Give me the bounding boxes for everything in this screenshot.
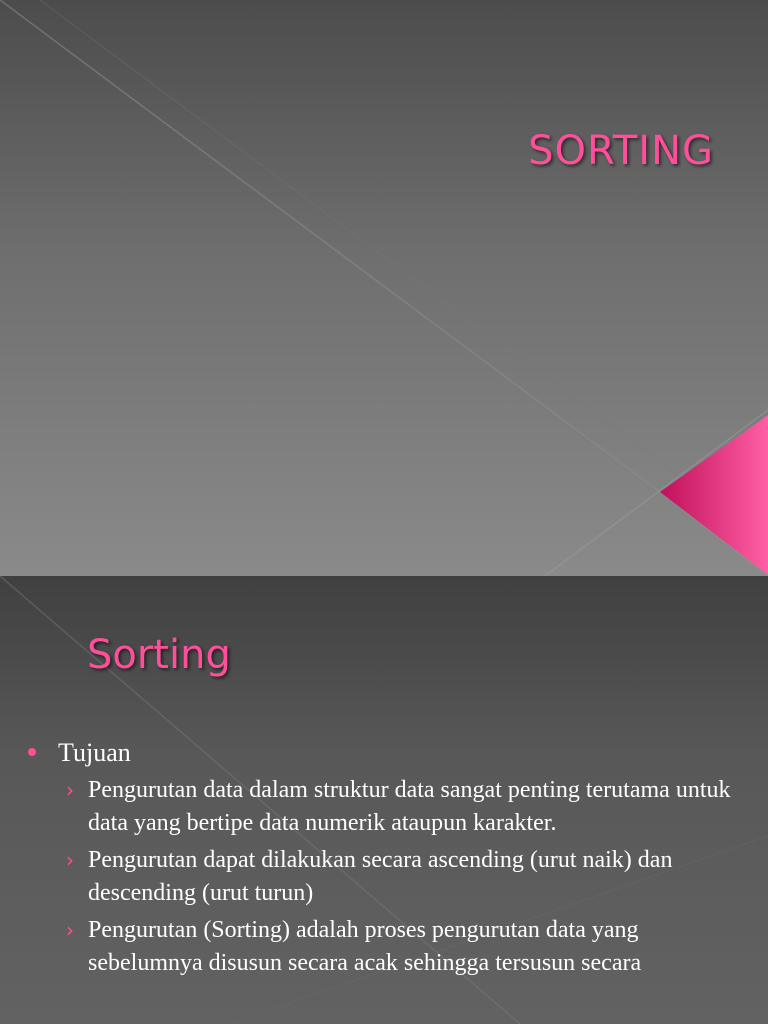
sub-bullet-text: Pengurutan dapat dilakukan secara ascending (urut naik) dan descending (urut turun) bbox=[88, 847, 673, 906]
sub-bullet-item bbox=[66, 914, 744, 980]
slide-2 bbox=[0, 576, 768, 1024]
pink-dot-icon bbox=[28, 748, 36, 756]
slide-1-title: SORTING bbox=[528, 128, 714, 174]
sub-bullet-text: Pengurutan data dalam struktur data sangat penting terutama untuk data yang bertipe data numerik ataupun karakter. bbox=[88, 777, 731, 836]
chevron-right-icon: › bbox=[66, 778, 74, 802]
slide-2-title: Sorting bbox=[87, 632, 231, 678]
sub-bullet-item bbox=[66, 844, 744, 910]
sub-bullet-item bbox=[66, 774, 744, 840]
sub-bullet-list bbox=[24, 774, 744, 980]
slide-2-content bbox=[24, 736, 744, 984]
chevron-right-icon: › bbox=[66, 848, 74, 872]
bullet-label: Tujuan bbox=[58, 738, 131, 767]
sub-bullet-text: Pengurutan (Sorting) adalah proses pengurutan data yang sebelumnya disusun secara acak sehingga tersusun secara bbox=[88, 917, 642, 976]
chevron-right-icon: › bbox=[66, 918, 74, 942]
bullet-tujuan bbox=[24, 736, 744, 770]
pink-triangle-decoration bbox=[660, 415, 768, 575]
